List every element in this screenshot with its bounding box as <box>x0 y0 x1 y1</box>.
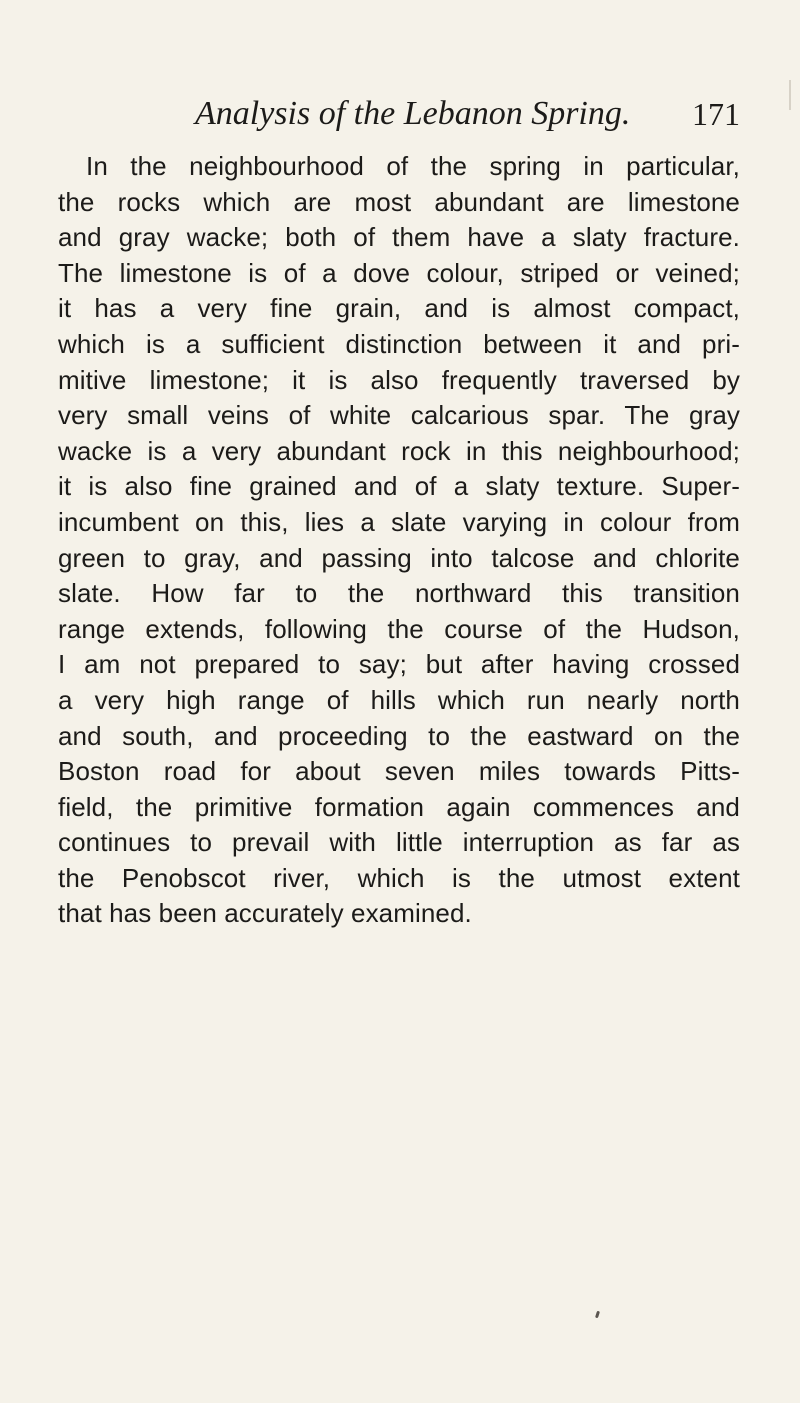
text-line: field, the primitive formation again commences and <box>58 791 740 822</box>
text-line: I am not prepared to say; but after having crossed <box>58 649 740 680</box>
text-line: incumbent on this, lies a slate varying in colour from <box>58 506 740 537</box>
page-number: 171 <box>692 96 740 132</box>
body-paragraph <box>58 149 740 932</box>
ink-speck <box>595 1311 600 1319</box>
text-line: range extends, following the course of the Hudson, <box>58 613 740 644</box>
text-line: a very high range of hills which run nearly north <box>58 684 740 715</box>
text-line: Boston road for about seven miles towards Pitts- <box>58 756 740 787</box>
running-title: Analysis of the Lebanon Spring. <box>195 95 631 132</box>
text-line: and gray wacke; both of them have a slaty fracture. <box>58 222 740 253</box>
text-line: slate. How far to the northward this transition <box>58 578 740 609</box>
text-line: the rocks which are most abundant are limestone <box>58 186 740 217</box>
text-line: and south, and proceeding to the eastward on the <box>58 720 740 751</box>
text-line: wacke is a very abundant rock in this neighbourhood; <box>58 435 740 466</box>
text-line: green to gray, and passing into talcose and chlorite <box>58 542 740 573</box>
text-line: that has been accurately examined. <box>58 898 472 929</box>
text-line: the Penobscot river, which is the utmost extent <box>58 862 740 893</box>
text-line: it has a very fine grain, and is almost compact, <box>58 293 740 324</box>
text-line: which is a sufficient distinction between it and pri- <box>58 328 740 359</box>
text-line: continues to prevail with little interruption as far as <box>58 827 740 858</box>
text-line: it is also fine grained and of a slaty texture. Super- <box>58 471 740 502</box>
page-edge-mark <box>789 80 791 110</box>
text-line: The limestone is of a dove colour, striped or veined; <box>58 257 740 288</box>
text-line: mitive limestone; it is also frequently traversed by <box>58 364 740 395</box>
text-line: very small veins of white calcarious spar. The gray <box>58 400 740 431</box>
text-line: In the neighbourhood of the spring in particular, <box>86 151 740 181</box>
running-head <box>195 90 740 138</box>
